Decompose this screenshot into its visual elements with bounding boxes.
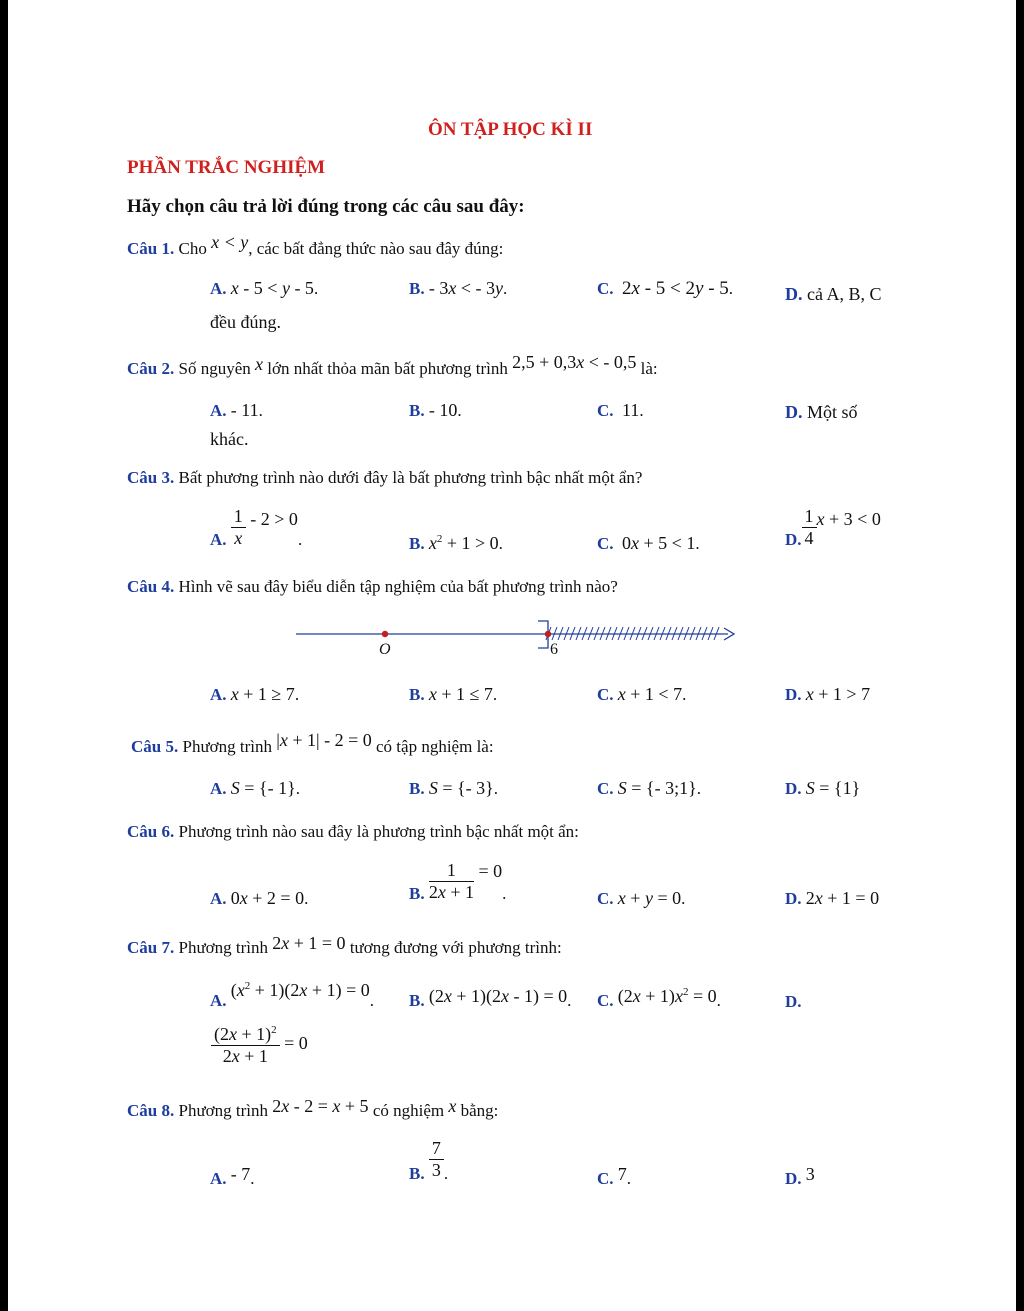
question-4 [127, 577, 618, 597]
question-2 [127, 352, 658, 379]
question-label: Câu 1. [127, 239, 175, 258]
math-expr: 2,5 + 0,3x < - 0,5 [512, 352, 637, 372]
math-expr: 3 [805, 1164, 815, 1184]
option-label: D. [785, 779, 802, 798]
math-expr: x [448, 1096, 457, 1116]
question-5 [131, 730, 494, 757]
option-label: D. [785, 992, 802, 1011]
q6-option-b: B. $\frac{1}{2x + 1}$ = 0. [409, 860, 507, 904]
q2-option-d [785, 402, 858, 423]
question-8 [127, 1096, 499, 1121]
option-label: B. [409, 779, 425, 798]
option-label: D. [785, 402, 803, 422]
origin-point [382, 631, 388, 637]
option-label: A. [210, 279, 227, 298]
option-label: B. [409, 534, 425, 553]
q6-option-d [785, 888, 879, 909]
option-label: A. [210, 889, 227, 908]
option-label: C. [597, 685, 614, 704]
q3-option-d: D. $\frac{1}{4}$ x + 3 < 0 [785, 506, 881, 550]
question-text: Cho [178, 239, 207, 258]
q2-option-c: C. 11. [597, 400, 644, 420]
question-1 [127, 232, 504, 259]
option-label: C. [597, 279, 614, 298]
math-fraction: $\frac{7}{3}$ [429, 1138, 444, 1180]
math-fraction: $\frac{(2x + 1)^2}{2x + 1}$ [211, 1024, 280, 1066]
math-fraction: $\frac{1}{2x + 1}$ [428, 860, 474, 902]
q3-option-a: A. $\frac{1}{x}$ - 2 > 0. [210, 506, 303, 550]
math-expr: 0x + 2 = 0 [230, 888, 305, 908]
q8-option-b: B. $\frac{7}{3}$ . [409, 1138, 449, 1184]
question-text: bằng: [460, 1101, 499, 1120]
q4-option-d [785, 684, 870, 705]
q6-option-c: C. x + y = 0. [597, 888, 686, 908]
option-label: B. [409, 685, 425, 704]
q3-option-c: C. 0x + 5 < 1. [597, 533, 700, 553]
math-expr: S = {1} [805, 778, 861, 798]
question-text: là: [640, 359, 658, 378]
question-3 [127, 468, 642, 488]
option-label: D. [785, 889, 802, 908]
math-expr: $(2x + 1)x^2 = 0$ [617, 986, 717, 1006]
option-label: D. [785, 1169, 802, 1188]
q7-option-d: $\frac{(2x + 1)^2}{2x + 1}$ = 0 [211, 1024, 308, 1066]
math-fraction: $\frac{1}{x}$ [231, 506, 246, 548]
option-label: C. [597, 779, 614, 798]
math-expr: |x + 1| - 2 = 0 [276, 730, 372, 750]
math-expr: $(x^2 + 1)(2x + 1) = 0$ [230, 980, 370, 1000]
question-label: Câu 7. [127, 938, 175, 957]
math-expr: x + y = 0 [617, 888, 682, 908]
q7-option-a: A. $(x^2 + 1)(2x + 1) = 0$. [210, 980, 374, 1010]
question-text: , các bất đẳng thức nào sau đây đúng: [248, 239, 504, 258]
math-expr: 2x - 5 < 2y - 5 [622, 278, 729, 299]
math-expr: 7 [617, 1164, 627, 1184]
q5-option-a: A. S = {- 1}. [210, 778, 300, 798]
math-expr: 2x - 2 = x + 5 [272, 1096, 369, 1116]
q7-option-d-label [785, 992, 802, 1012]
question-label: Câu 3. [127, 468, 175, 487]
number-line-figure [288, 615, 748, 663]
math-expr: - 11 [230, 400, 259, 420]
q4-option-c: C. x + 1 < 7. [597, 684, 687, 704]
q4-option-a: A. x + 1 ≥ 7. [210, 684, 300, 704]
document-page [8, 0, 1016, 1311]
question-text: Bất phương trình nào dưới đây là bất phương trình bậc nhất một ẩn? [178, 468, 643, 487]
question-text: Hình vẽ sau đây biểu diễn tập nghiệm của bất phương trình nào? [178, 577, 618, 596]
option-label: A. [210, 530, 227, 550]
option-label: C. [597, 401, 614, 420]
math-expr: x [254, 354, 263, 374]
q4-option-b: B. x + 1 ≤ 7. [409, 684, 498, 704]
option-label: B. [409, 401, 425, 420]
question-text: Phương trình [178, 938, 268, 957]
math-expr: 11 [622, 400, 640, 420]
math-expr: S = {- 3} [428, 778, 494, 798]
math-expr: 0x + 5 < 1 [622, 533, 696, 553]
q8-option-a: A. - 7. [210, 1164, 255, 1188]
q7-option-c: C. $(2x + 1)x^2 = 0$. [597, 986, 721, 1010]
question-text: Phương trình [182, 737, 272, 756]
q2-option-a: A. - 11. [210, 400, 263, 420]
q5-option-d [785, 778, 860, 799]
math-expr: x < y [211, 232, 249, 252]
question-text: có tập nghiệm là: [376, 737, 494, 756]
instruction: Hãy chọn câu trả lời đúng trong các câu sau đây: [127, 196, 525, 217]
math-fraction: $\frac{1}{4}$ [802, 506, 817, 548]
question-text: lớn nhất thỏa mãn bất phương trình [267, 359, 508, 378]
option-label: A. [210, 1169, 227, 1188]
math-expr: x + 1 ≤ 7 [428, 684, 493, 704]
option-text: cả A, B, C [807, 284, 882, 304]
option-label: D. [785, 685, 802, 704]
option-label: B. [409, 884, 425, 904]
question-text: có nghiệm [372, 1101, 445, 1120]
math-expr: - 10 [428, 400, 458, 420]
option-label: A. [210, 401, 227, 420]
math-expr: x - 5 < y - 5 [230, 278, 314, 298]
question-label: Câu 5. [131, 737, 179, 756]
option-label: C. [597, 1169, 614, 1188]
question-text: Phương trình nào sau đây là phương trình bậc nhất một ẩn: [178, 822, 579, 841]
q8-option-d [785, 1164, 815, 1189]
question-label: Câu 6. [127, 822, 175, 841]
option-label: C. [597, 991, 614, 1010]
q2-option-b: B. - 10. [409, 400, 462, 420]
math-expr: - 3x < - 3y [428, 278, 503, 298]
option-label: C. [597, 534, 614, 553]
q1-option-d [785, 284, 882, 305]
option-label: A. [210, 779, 227, 798]
boundary-point [545, 631, 551, 637]
option-label: B. [409, 279, 425, 298]
q1-option-b: B. - 3x < - 3y. [409, 278, 508, 298]
q1-option-d-cont: đều đúng. [210, 312, 281, 332]
question-6 [127, 822, 579, 842]
question-text: Số nguyên [178, 359, 251, 378]
math-expr: S = {- 3;1} [617, 778, 697, 798]
option-label: D. [785, 530, 802, 550]
option-label: B. [409, 1164, 425, 1184]
q3-option-b: B. $x^2 + 1 > 0$. [409, 533, 503, 553]
option-label: D. [785, 284, 803, 304]
math-expr: 2x + 1 = 0 [272, 933, 346, 953]
q7-option-b: B. (2x + 1)(2x - 1) = 0. [409, 986, 572, 1010]
page-title: ÔN TẬP HỌC KÌ II [428, 119, 593, 140]
math-expr: x + 1 ≥ 7 [230, 684, 295, 704]
option-text: Một số [807, 402, 858, 422]
boundary-label: 6 [550, 641, 558, 658]
math-expr: $x^2 + 1 > 0$ [428, 533, 499, 553]
q2-option-d-cont: khác. [210, 429, 249, 449]
q8-option-c: C. 7. [597, 1164, 632, 1188]
math-expr: S = {- 1} [230, 778, 296, 798]
section-heading: PHẦN TRẮC NGHIỆM [127, 157, 326, 178]
math-expr: x + 1 > 7 [805, 684, 871, 704]
option-label: B. [409, 991, 425, 1010]
question-text: tương đương với phương trình: [349, 938, 562, 957]
math-expr: 2x + 1 = 0 [805, 888, 880, 908]
math-expr: - 7 [230, 1164, 251, 1184]
math-expr: (2x + 1)(2x - 1) = 0 [428, 986, 568, 1006]
q5-option-b: B. S = {- 3}. [409, 778, 499, 798]
math-expr: x + 1 < 7 [617, 684, 683, 704]
q1-option-c: C. 2x - 5 < 2y - 5. [597, 278, 734, 299]
q1-option-a: A. x - 5 < y - 5. [210, 278, 319, 298]
question-label: Câu 2. [127, 359, 175, 378]
question-7 [127, 933, 562, 958]
question-text: Phương trình [178, 1101, 268, 1120]
option-label: A. [210, 685, 227, 704]
question-label: Câu 8. [127, 1101, 175, 1120]
q5-option-c: C. S = {- 3;1}. [597, 778, 701, 798]
q6-option-a: A. 0x + 2 = 0. [210, 888, 309, 908]
origin-label: O [379, 641, 391, 658]
question-label: Câu 4. [127, 577, 175, 596]
option-label: A. [210, 991, 227, 1010]
option-label: C. [597, 889, 614, 908]
